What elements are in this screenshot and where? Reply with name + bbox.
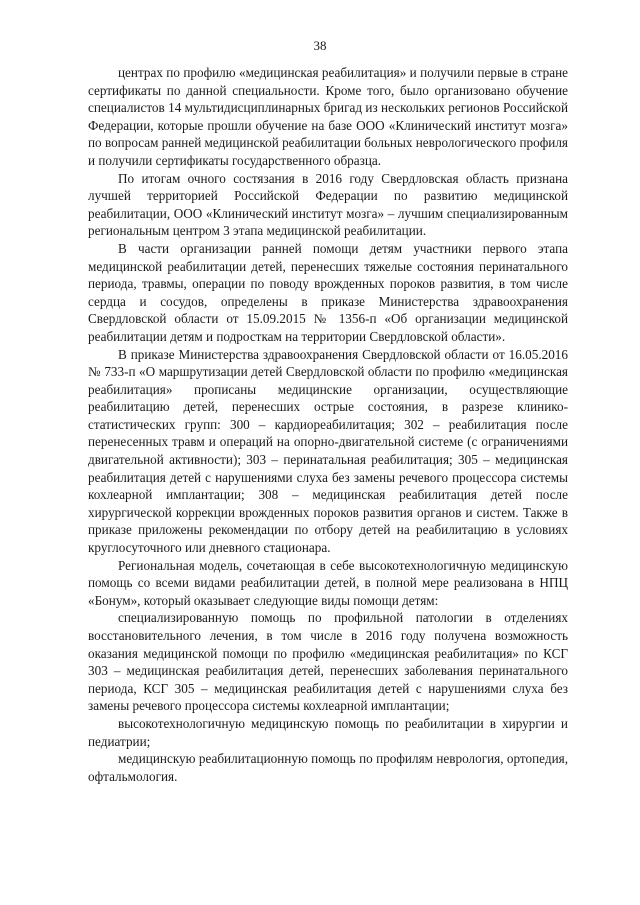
page-number: 38 xyxy=(313,38,327,53)
body-text xyxy=(88,64,568,785)
paragraph-3: В части организации ранней помощи детям участники первого этапа медицинской реабилитации детей, перенесших тяжелые состояния перинатального периода, травмы, операции по поводу врожденных пороков развития, в том числе сердца и сосудов, определены в приказе Министерства здравоохранения Свердловской области от 15.09.2015 № 1356-п «Об организации медицинской реабилитации детям и подросткам на территории Свердловской области». xyxy=(88,240,568,344)
paragraph-1: центрах по профилю «медицинская реабилитация» и получили первые в стране сертификаты по данной специальности. Кроме того, было организовано обучение специалистов 14 мультидисциплинарных бригад из нескольких регионов Российской Федерации, которые прошли обучение на базе ООО «Клинический институт мозга» по вопросам ранней медицинской реабилитации больных неврологического профиля и получили сертификаты государственного образца. xyxy=(88,65,568,168)
paragraph-6: специализированную помощь по профильной патологии в отделениях восстановительного лечения, в том числе в 2016 году получена возможность оказания медицинской помощи по профилю «медицинская реабилитация» по КСГ 303 – медицинская реабилитация детей, перенесших заболевания перинатального периода, КСГ 305 – медицинская реабилитация детей с нарушениями слуха без замены речевого процессора системы кохлеарной имплантации; xyxy=(88,610,568,714)
paragraph-8: медицинскую реабилитационную помощь по профилям неврология, ортопедия, офтальмология. xyxy=(88,751,568,784)
paragraph-4: В приказе Министерства здравоохранения Свердловской области от 16.05.2016 № 733-п «О маршрутизации детей Свердловской области по профилю «медицинская реабилитация» прописаны медицинские организации, осуществляющие реабилитацию детей, перенесших острые состояния, в разрезе клинико-статистических групп: 300 – кардиореабилитация; 302 – реабилитация после перенесенных травм и операций на опорно-двигательной системе (с ограничениями двигательной активности); 303 – перинатальная реабилитация; 305 – медицинская реабилитация детей с нарушениями слуха без замены речевого процессора системы кохлеарной имплантации; 308 – медицинская реабилитация детей после хирургической коррекции врожденных пороков развития органов и систем. Также в приказе приложены рекомендации по отбору детей на реабилитацию в условиях круглосуточного или дневного стационара. xyxy=(88,346,568,556)
paragraph-5: Региональная модель, сочетающая в себе высокотехнологичную медицинскую помощь со всеми видами реабилитации детей, в полной мере реализована в НПЦ «Бонум», который оказывает следующие виды помощи детям: xyxy=(88,557,568,608)
paragraph-7: высокотехнологичную медицинскую помощь по реабилитации в хирургии и педиатрии; xyxy=(88,715,568,749)
paragraph-2: По итогам очного состязания в 2016 году Свердловская область признана лучшей территорией Российской Федерации по развитию медицинской реабилитации, ООО «Клинический институт мозга» – лучшим специализированным региональным центром 3 этапа медицинской реабилитации. xyxy=(88,170,568,239)
